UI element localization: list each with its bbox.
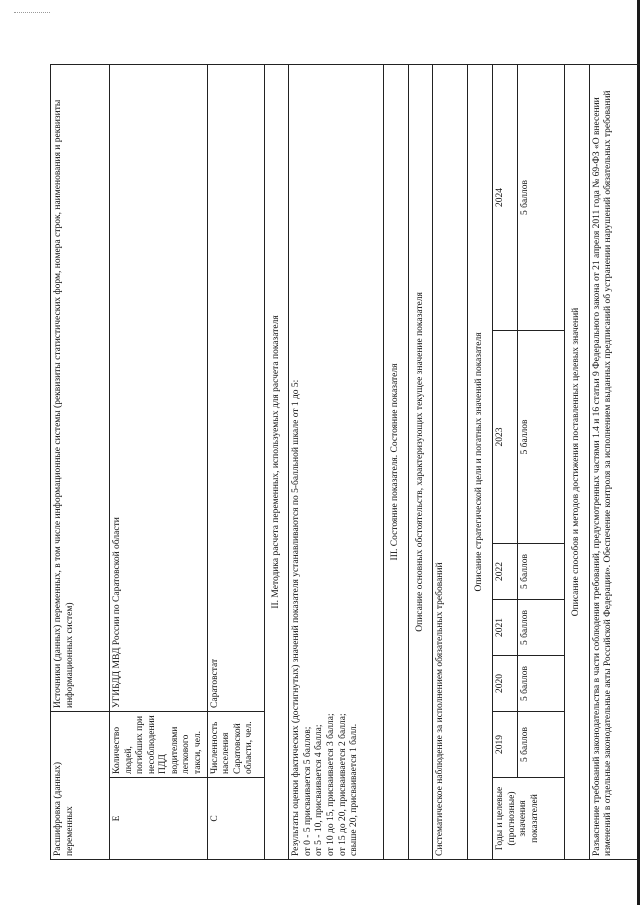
year-cell: 2021 bbox=[492, 599, 517, 655]
target-value: 5 баллов bbox=[517, 330, 564, 543]
year-cell: 2022 bbox=[492, 543, 517, 599]
year-cell: 2019 bbox=[492, 711, 517, 777]
variable-source: Саратовстат bbox=[207, 64, 264, 711]
target-value: 5 баллов bbox=[517, 543, 564, 599]
variable-code: Е bbox=[110, 778, 208, 860]
indicator-table bbox=[50, 64, 640, 860]
header-sources: Источники (данных) переменных, в том числе информационные системы (реквизиты статистических форм, номера строк, наименования и реквизиты информационных систем) bbox=[51, 64, 110, 711]
monitoring-text: Систематическое наблюдение за исполнением обязательных требований bbox=[433, 64, 468, 859]
methods-text: Разъяснение требований законодательства в части соблюдения требований, предусмотренных частями 1.4 и 16 статьи 9 Федерального закона от 21 апреля 2011 года № 69-ФЗ «О внесении изменений в отдельные законодательные акты Российской Федерации». Обеспечение контроля за исполнением выданных предписаний об устранении нарушений обязательных требований bbox=[589, 64, 640, 859]
scoring-line: от 10 до 15, присваивается 3 балла; bbox=[325, 713, 336, 856]
scoring-line: от 15 до 20, присваивается 2 балла; bbox=[337, 713, 348, 856]
scoring-intro: Результаты оценки фактических (достигнутых) значений показателя устанавливаются по 5-балльной шкале от 1 до 5: bbox=[291, 379, 302, 856]
year-cell: 2023 bbox=[492, 330, 517, 543]
scan-artifact bbox=[14, 12, 50, 17]
year-cell: 2020 bbox=[492, 655, 517, 711]
variable-source: УГИБДД МВД России по Саратовской области bbox=[110, 64, 208, 711]
circumstances-heading: Описание основных обстоятельств, характеризующих текущее значение показателя bbox=[408, 64, 433, 859]
target-value: 5 баллов bbox=[517, 655, 564, 711]
strategic-heading: Описание стратегической цели и погатных значений показателя bbox=[468, 64, 493, 859]
section-4-title: Описание способов и методов достижения поставленных целевых значений bbox=[564, 64, 589, 859]
targets-row-label: Годы и целевые (прогнозные) значения показателей bbox=[492, 778, 564, 860]
scoring-line: от 0 - 5 присваивается 5 баллов; bbox=[302, 726, 313, 856]
section-3-title: III. Состояние показателя. Состояние показателя bbox=[384, 64, 409, 859]
scoring-method bbox=[289, 64, 384, 859]
target-value: 5 баллов bbox=[517, 64, 564, 330]
scoring-line: свыше 20, присваивается 1 балл. bbox=[349, 723, 360, 856]
target-value: 5 баллов bbox=[517, 711, 564, 777]
variable-description: Численность населения Саратовской области, чел. bbox=[207, 711, 264, 777]
header-variables: Расшифровка (данных) переменных bbox=[51, 711, 110, 859]
scoring-line: от 5 - 10, присваивается 4 балла; bbox=[314, 724, 325, 856]
target-value: 5 баллов bbox=[517, 599, 564, 655]
variable-description: Количество людей, погибших при несоблюдении ПДД водителями легкового такси, чел. bbox=[110, 711, 208, 777]
section-2-title: II. Методика расчета переменных, используемых для расчета показателя bbox=[264, 64, 289, 859]
rotated-page bbox=[50, 65, 614, 860]
year-cell: 2024 bbox=[492, 64, 517, 330]
variable-code: С bbox=[207, 778, 264, 860]
